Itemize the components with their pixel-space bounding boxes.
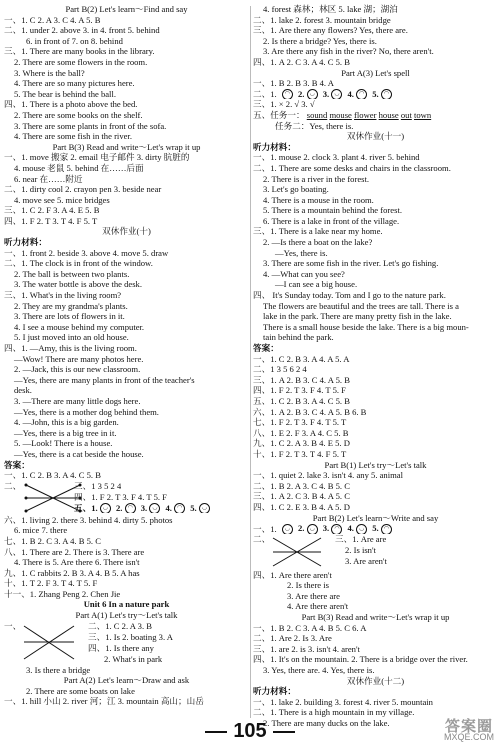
right-block-1 [253,4,498,89]
answer-wu [74,503,213,514]
text-line: 三、1. What's in the living room? [4,290,122,301]
task-word: mouse [329,109,352,120]
left-block-2 [4,515,249,621]
sad-face-icon: ◠ [356,89,367,99]
text-line: Part A(1) Let's try～Let's talk [75,610,178,621]
text-line: lake in the park. There are many pretty fish in the lake. [263,311,452,322]
text-line: 二、1. Are 2. Is 3. Are [253,633,332,644]
smile-face-icon: ◡ [282,524,293,534]
left-block-1 [4,4,249,481]
b2-faces [253,523,498,534]
text-line: 九、1. C rabbits 2. B 3. A 4. B 5. A has [4,567,140,578]
text-line: 6. mice 7. there [14,525,68,536]
text-line: 一、1. B 2. C 3. A 4. B 5. C 6. A [253,622,367,633]
text-line: 4. There is 5. Are there 6. There isn't [14,557,140,568]
text-line: 一、1. front 2. beside 3. above 4. move 5. draw [4,247,169,258]
text-line: 二、1. lake 2. forest 3. mountain bridge [253,14,391,25]
text-line: 双休作业(十) [102,226,151,237]
text-line: 十一、1. Zhang Peng 2. Chen Jie [4,588,121,599]
spell-san-text: 1. × 2. √ 3. √ [270,99,315,110]
text-line: 三、1. are 2. is 3. isn't 4. aren't [253,643,360,654]
text-line: 一、1. B 2. B 3. B 4. A [253,78,334,89]
wu-label: 五、1. [74,502,98,513]
text-line: 2. There are some boats on lake [26,685,135,696]
text-line: 一、1. move 搬家 2. email 电子邮件 3. dirty 肮脏的 [4,152,190,163]
wu-5: 5. [190,502,197,513]
face-3: 3. [322,88,330,99]
faces-label: 二、1. [253,89,277,100]
a1-si2: 2. What's in park [104,653,163,664]
text-line: 3. There are lots of flowers in it. [14,311,125,322]
text-line: 4. forest 森林；林区 5. lake 湖；湖泊 [263,4,398,14]
text-line: 二、1. B 2. A 3. C 4. B 5. C [253,480,350,491]
watermark-small: MXQE.COM [443,732,494,742]
text-line: 2. There are many ducks on the lake. [263,718,390,728]
text-line: 2. There are some books on the shelf. [14,109,143,120]
text-line: 二、1. dirty cool 2. crayon pen 3. beside near [4,184,162,195]
text-line: 2. The ball is between two plants. [14,268,130,279]
a1-si1: 四、1. Is there any [88,642,154,653]
b2-faces-label: 一、1. [253,523,277,534]
face-2: 2. [297,88,305,99]
text-line: 三、1. A 2. B 3. C 4. A 5. B [253,374,350,385]
text-line: Unit 6 In a nature park [83,599,170,610]
task-word: out [400,109,412,120]
text-line: 九、1. C 2. A 3. B 4. E 5. D [253,438,350,449]
text-line: 听力材料： [4,237,47,248]
sad-face-icon: ◠ [174,503,185,513]
text-line: 答案： [253,343,279,353]
sad-face-icon: ◠ [331,524,342,534]
task-word: town [413,109,432,120]
text-line: There is a small house beside the lake. There is a big moun- [263,321,469,332]
watermark-logo [443,718,494,742]
text-line: 八、1. There are 2. There is 3. There are [4,546,145,557]
smile-face-icon: ◡ [199,503,210,513]
text-line: —Yes, there is a cat beside the house. [14,448,144,459]
text-line: 听力材料： [253,686,296,697]
task-word: flower [354,109,377,120]
text-line: 4. There are so many pictures here. [14,78,135,89]
smile-face-icon: ◡ [100,503,111,513]
text-line: Part B(1) Let's try～Let's talk [324,459,427,470]
text-line: Part A(3) Let's spell [341,67,410,78]
text-line: 3. Is there a bridge [26,664,91,675]
text-line: 三、1. Are there any flowers? Yes, there are. [253,25,408,36]
text-line: 5. The bear is behind the ball. [14,88,116,99]
right-column [253,4,498,729]
text-line: 七、1. B 2. C 3. A 4. B 5. C [4,535,101,546]
text-line: —Yes, there is a big tree in it. [14,427,117,438]
matching-diagram-2 [4,621,249,665]
matching-diagram-3 [253,534,498,570]
text-line: 三、1. There is a lake near my home. [253,226,383,237]
text-line: 5. I just moved into an old house. [14,332,129,343]
text-line: 一、1. C 2. B 3. A 4. A 5. A [253,353,350,364]
match-label: 一、 [4,620,22,631]
wu-4: 4. [165,502,172,513]
text-line: 4. mouse 老鼠 5. behind 在……后面 [14,162,144,173]
text-line: 答案： [4,459,30,470]
face-4: 4. [347,88,354,99]
text-line: 5. —Look! There is a house. [14,438,113,449]
text-line: 3. There are some fish in the river. Let's go fishing. [263,258,439,269]
text-line: 一、1. mouse 2. clock 3. plant 4. river 5. behind [253,152,420,163]
watermark-big: 答案圈 [444,718,493,735]
right-block-3 [253,580,498,728]
text-line: 一、1. quiet 2. lake 3. isn't 4. any 5. animal [253,470,404,481]
text-line: 一、1. C 2. A 3. C 4. A 5. B [4,14,101,25]
text-line: 四、1. A 2. C 3. A 4. C 5. B [253,56,350,67]
a1-er: 二、1. C 2. A 3. B [88,620,152,631]
text-line: 4. I see a mouse behind my computer. [14,321,145,332]
text-line: 3. Yes, there are. 4. Yes, there is. [263,665,375,676]
page-number [0,720,500,743]
sad-face-icon: ◠ [381,524,392,534]
text-line: 2. Is there a bridge? Yes, there is. [263,35,377,46]
text-line: 三、1. There are many books in the library. [4,46,155,57]
b2-face-3: 3. [322,523,330,534]
text-line: 听力材料： [253,141,296,152]
text-line: —Yes, there is a mother dog behind them. [14,406,159,417]
text-line: 二、1. There are some desks and chairs in the classroom. [253,162,451,173]
text-line: 八、1. E 2. F 3. A 4. C 5. B [253,427,349,438]
left-block-3 [4,665,249,707]
smile-face-icon: ◡ [307,524,318,534]
text-line: 4. Are there aren't [287,601,349,612]
text-line: 4. move see 5. mice bridges [14,194,110,205]
text-line: 4. There are some fish in the river. [14,131,132,142]
text-line: 十、1. F 2. T 3. T 4. F 5. T [253,448,347,459]
text-line: 一、1. C 2. B 3. A 4. C 5. B [4,470,101,481]
text-line: tain behind the park. [263,332,334,343]
sad-face-icon: ◠ [125,503,136,513]
text-line: 3. Let's go boating. [263,184,329,195]
b2-er-label: 二、 [253,533,271,544]
text-line: 5. There is a mountain behind the forest. [263,205,402,216]
text-line: 四、1. There is a photo above the bed. [4,99,138,110]
text-line: 六、1. A 2. B 3. C 4. A 5. B 6. B [253,406,367,417]
page-number-text: 105 [233,720,267,742]
text-line: 2. There are some flowers in the room. [14,56,148,67]
match-label: 二、 [4,480,22,491]
text-line: 2. There is a river in the forest. [263,173,370,184]
text-line: 3. Where is the ball? [14,67,85,78]
text-line: 6. near 在……附近 [14,173,83,184]
text-line: —Yes, there is. [275,247,328,258]
sad-face-icon: ◠ [381,89,392,99]
task-two: 任务二：Yes, there is. [275,120,354,131]
matching-diagram-1 [4,481,249,515]
spell-san-label: 三、 [253,99,271,110]
left-column [4,4,249,707]
text-line: 6. in front of 7. on 8. behind [26,35,123,46]
text-line: 3. Are there are [287,590,340,601]
b2-si: 四、1. Are there aren't [253,569,332,580]
text-line: The flowers are beautiful and the trees are tall. There is a [263,300,459,311]
smile-face-icon: ◡ [149,503,160,513]
sad-face-icon: ◠ [282,89,293,99]
b2-face-4: 4. [347,523,354,534]
text-line: 二、1. under 2. above 3. in 4. front 5. behind [4,25,160,36]
b2-face-5: 5. [372,523,379,534]
text-line: Part B(2) Let's learn～Write and say [312,512,439,523]
text-line: 4. —What can you see? [263,268,345,279]
text-line: 2. —Is there a boat on the lake? [263,237,373,248]
text-line: 三、1. A 2. C 3. B 4. A 5. C [253,491,350,502]
text-line: 四、1. C 2. E 3. B 4. A 5. D [253,501,350,512]
task-word: house [378,109,399,120]
task-label: 五、任务一： [253,109,305,120]
b2-san1: 三、1. Are are [335,533,387,544]
text-line: 三、1. C 2. F 3. A 4. E 5. B [4,205,100,216]
text-line: 3. Are there any fish in the river? No, there aren't. [263,46,434,57]
text-line: Part B(3) Read and write～Let's wrap it up [301,612,450,623]
text-line: 3. —There are many little dogs here. [14,395,141,406]
text-line: 双休作业(十二) [346,675,405,686]
a1-san: 三、1. Is 2. boating 3. A [88,631,173,642]
text-line: 2. They are my grandma's plants. [14,300,128,311]
matching-lines [18,621,88,665]
text-line: 二、1 3 5 6 2 4 [253,364,307,375]
b2-san2: 2. Is isn't [345,544,376,555]
text-line: 十、1. T 2. F 3. T 4. T 5. F [4,578,98,589]
text-line: 四、1. It's on the mountain. 2. There is a bridge over the river. [253,654,468,665]
face-5: 5. [372,88,379,99]
text-line: 2. Is there is [287,580,330,591]
b2-face-2: 2. [297,523,305,534]
text-line: 3. The water bottle is above the desk. [14,279,142,290]
text-line: 二、1. There is a high mountain in my village. [253,707,415,718]
spell-san [253,99,498,110]
text-line: —I can see a big house. [275,279,358,290]
text-line: Part B(3) Read and write～Let's wrap it up [52,141,201,152]
task-word: sound [306,109,328,120]
text-line: Part A(2) Let's learn～Draw and ask [63,675,190,686]
right-block-2 [253,131,498,523]
text-line: 2. —Jack, this is our new classroom. [14,364,141,375]
smile-face-icon: ◡ [356,524,367,534]
text-line: 双休作业(十一) [346,131,405,142]
matching-lines [267,534,337,570]
answer-si: 四、1. F 2. T 3. F 4. T 5. F [74,491,167,502]
text-line: 四、 It's Sunday today. Tom and I go to the nature park. [253,290,446,301]
text-line: —Wow! There are many photos here. [14,353,144,364]
text-line: 七、1. F 2. T 3. F 4. T 5. T [253,417,347,428]
text-line: —Yes, there are many plants in front of the teacher's [14,374,195,385]
wu-2: 2. [115,502,123,513]
text-line: 一、1. hill 小山 2. river 河；江 3. mountain 高山；山岳 [4,696,204,707]
text-line: Part B(2) Let's learn～Find and say [65,4,188,14]
text-line: 四、1. F 2. T 3. F 4. T 5. F [253,385,346,396]
text-line: 一、1. lake 2. building 3. forest 4. river 5. mountain [253,696,433,707]
text-line: 四、1. —Amy, this is the living room. [4,343,137,353]
task-one [253,110,498,121]
spell-faces [253,89,498,100]
text-line: desk. [14,385,32,396]
text-line: 6. There is a lake in front of the village. [263,215,400,226]
text-line: 4. There is a mouse in the room. [263,194,374,205]
text-line: 3. There are some plants in front of the sofa. [14,120,167,131]
text-line: 四、1. F 2. T 3. T 4. F 5. T [4,215,98,226]
smile-face-icon: ◡ [307,89,318,99]
wu-3: 3. [140,502,148,513]
text-line: 4. —John, this is a big garden. [14,417,119,428]
column-separator [250,6,251,718]
smile-face-icon: ◡ [331,89,342,99]
text-line: 五、1. C 2. B 3. A 4. C 5. B [253,395,350,406]
answer-san: 三、1 3 5 2 4 [74,480,122,491]
text-line: 二、1. The clock is in front of the window. [4,258,153,269]
b2-san3: 3. Are aren't [345,555,387,566]
text-line: 六、1. living 2. there 3. behind 4. dirty 5. photos [4,514,173,525]
